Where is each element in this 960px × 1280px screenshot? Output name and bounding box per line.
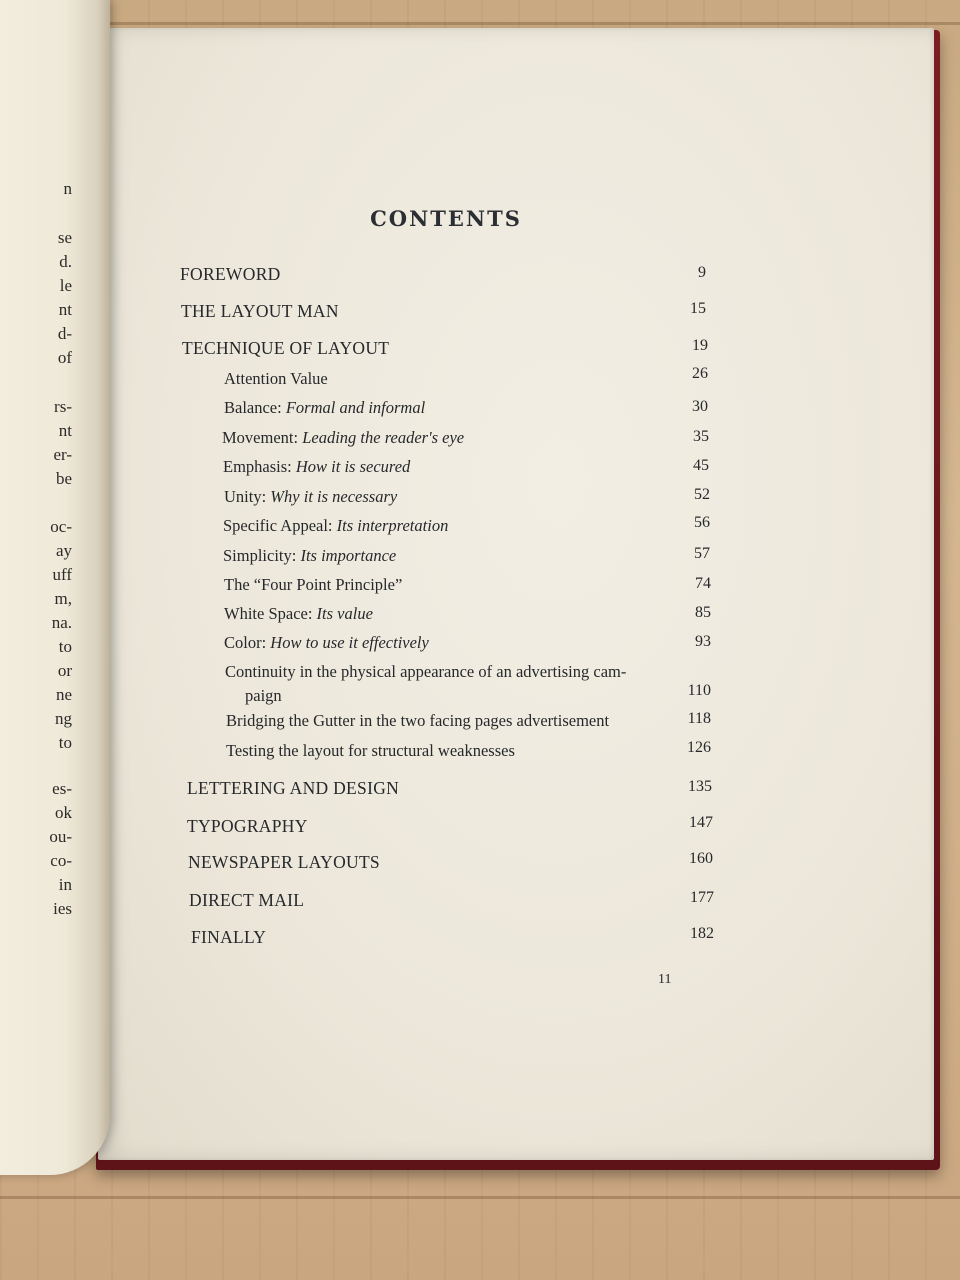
left-page-text: rs- [54, 397, 72, 416]
left-page-text: ou- [49, 827, 72, 846]
toc-page-number: 118 [687, 710, 711, 727]
toc-subentry-title: Attention Value [224, 369, 328, 388]
toc-entry-lettering: LETTERING AND DESIGN [187, 778, 400, 798]
left-page-text: in [58, 875, 72, 894]
left-page-text: be [55, 469, 72, 488]
toc-page-number: 56 [694, 514, 710, 531]
toc-subentry-title: Emphasis: [223, 457, 292, 476]
toc-page-number: 126 [687, 739, 711, 756]
toc-subentry-title: Specific Appeal: [223, 516, 333, 535]
left-page-text: to [58, 733, 72, 752]
toc-entry-finally: FINALLY [191, 927, 267, 947]
toc-page-number: 160 [689, 850, 713, 867]
toc-entry-typography: TYPOGRAPHY [187, 816, 308, 836]
toc-entry-foreword: FOREWORD [180, 264, 281, 284]
left-page-text: ng [55, 709, 72, 728]
toc-subentry [223, 546, 396, 566]
toc-subentry [223, 516, 448, 536]
toc-subentry-subtitle: Leading the reader's eye [302, 428, 465, 447]
toc-page-number: 182 [690, 925, 714, 942]
facing-left-page [0, 0, 110, 1175]
left-page-text: es- [52, 779, 72, 798]
toc-subentry-title: Movement: [222, 428, 299, 447]
toc-subentry-title: Color: [224, 633, 267, 652]
left-page-text: uff [52, 565, 72, 584]
toc-page-number: 147 [689, 814, 713, 831]
toc-subentry-subtitle: Its importance [300, 546, 397, 565]
toc-page-number: 110 [687, 682, 711, 699]
left-page-text: co- [50, 851, 72, 870]
floor-seam [0, 22, 960, 25]
toc-page-number: 19 [692, 337, 708, 354]
toc-subentry-subtitle: How to use it effectively [270, 633, 429, 652]
toc-subentry-subtitle: Its interpretation [336, 516, 449, 535]
toc-subentry: Continuity in the physical appearance of an advertising cam- [225, 662, 627, 681]
toc-page-number: 93 [695, 633, 711, 650]
left-page-text: ay [55, 541, 72, 560]
toc-page-number: 177 [690, 889, 714, 906]
left-page-text: ies [53, 899, 72, 918]
toc-subentry: Bridging the Gutter in the two facing pages advertisement [226, 711, 610, 730]
left-page-text: se [57, 228, 72, 247]
toc-subentry-title: White Space: [224, 604, 313, 623]
toc-subentry-subtitle: Its value [316, 604, 373, 623]
toc-subentry-title: Unity: [224, 487, 267, 506]
left-page-text: na. [51, 613, 72, 632]
toc-entry-direct-mail: DIRECT MAIL [189, 890, 305, 910]
toc-subentry [224, 633, 429, 653]
toc-subentry-subtitle: Why it is necessary [270, 487, 398, 506]
toc-page-number: 52 [694, 486, 710, 503]
toc-subentry-title: Simplicity: [223, 546, 297, 565]
page-title: CONTENTS [370, 206, 522, 231]
left-page-text: m, [54, 589, 72, 608]
left-page-text: of [57, 348, 72, 367]
left-page-text: d- [57, 324, 72, 343]
toc-subentry [223, 457, 410, 477]
toc-page-number: 57 [694, 545, 710, 562]
toc-subentry [224, 487, 397, 507]
toc-subentry [224, 575, 402, 595]
toc-page-number: 15 [690, 300, 706, 317]
toc-subentry [224, 369, 328, 389]
toc-subentry-subtitle: How it is secured [295, 457, 411, 476]
left-page-text: er- [53, 445, 72, 464]
left-page-text: le [59, 276, 72, 295]
toc-subentry-title: Balance: [224, 398, 282, 417]
toc-subentry-title: The “Four Point Principle” [224, 575, 403, 594]
left-page-text: ne [55, 685, 72, 704]
toc-entry-layout-man: THE LAYOUT MAN [181, 301, 339, 321]
left-page-text: to [58, 637, 72, 656]
toc-page-number: 30 [692, 398, 708, 415]
toc-page-number: 85 [695, 604, 711, 621]
left-page-text: d. [59, 252, 72, 271]
toc-page-number: 74 [695, 575, 711, 592]
left-page-text: nt [58, 421, 72, 440]
toc-page-number: 35 [693, 428, 709, 445]
toc-subentry [224, 604, 373, 624]
toc-subentry [222, 428, 464, 448]
left-page-text: or [57, 661, 72, 680]
toc-entry-newspaper: NEWSPAPER LAYOUTS [188, 852, 380, 872]
contents-page [98, 28, 934, 1160]
toc-page-number: 45 [693, 457, 709, 474]
toc-subentry-continuation: paign [245, 686, 282, 705]
left-page-text: ok [55, 803, 72, 822]
toc-page-number: 9 [698, 264, 706, 281]
left-page-text: n [63, 179, 72, 198]
left-page-text: oc- [50, 517, 72, 536]
floor-seam [0, 1196, 960, 1199]
toc-subentry-subtitle: Formal and informal [285, 398, 426, 417]
toc-subentry [224, 398, 425, 418]
toc-page-number: 135 [688, 778, 712, 795]
left-page-text: nt [58, 300, 72, 319]
toc-subentry: Testing the layout for structural weaknesses [226, 741, 515, 760]
page-number-folio: 11 [658, 972, 672, 987]
toc-page-number: 26 [692, 365, 708, 382]
toc-entry-technique: TECHNIQUE OF LAYOUT [182, 338, 390, 358]
